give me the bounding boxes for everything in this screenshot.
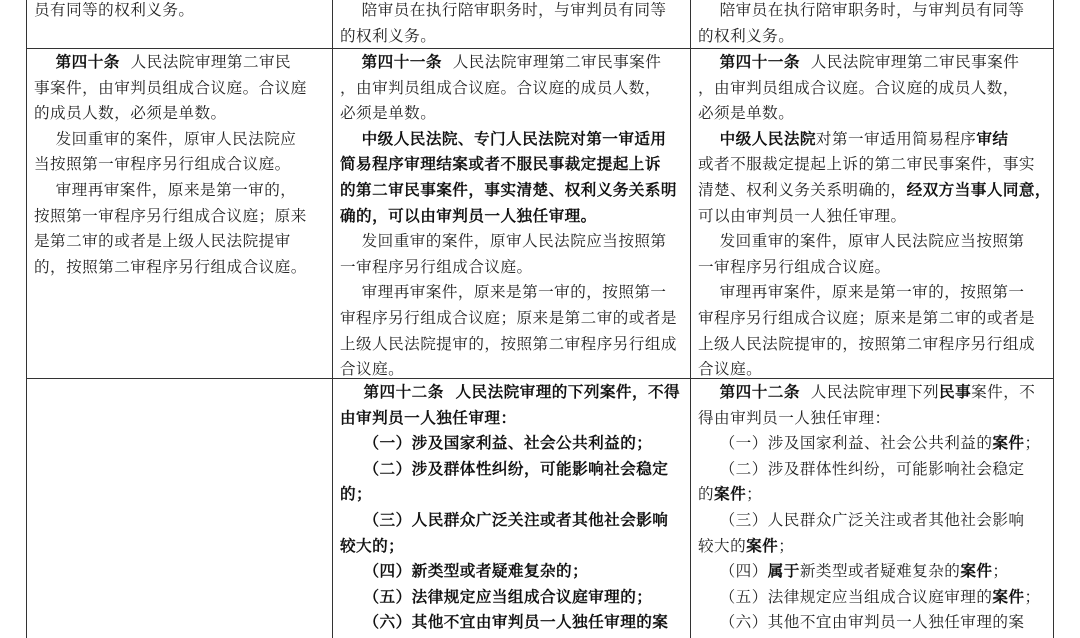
text-run: ； <box>746 485 763 504</box>
text-run: 的权利义务。 <box>698 26 795 45</box>
text-line <box>34 204 330 230</box>
text-line <box>340 152 688 178</box>
cell-row2-col2 <box>340 50 688 383</box>
text-line <box>340 127 688 153</box>
text-run: （五）法律规定应当组成合议庭审理的 <box>698 587 993 606</box>
text-run: 清楚、权利义务关系明确的， <box>698 180 907 199</box>
text-run: ，由审判员组成合议庭。合议庭的成员人数， <box>698 78 1019 97</box>
cell-row3-col2 <box>340 380 688 636</box>
text-run: 对第一审适用简易程序 <box>815 129 977 148</box>
bold-text-run: 第四十二条 <box>719 383 800 401</box>
text-line <box>34 229 330 255</box>
bold-text-run: 确的，可以由审判员一人独任审理。 <box>340 206 597 225</box>
cell-row1-col1 <box>34 0 330 24</box>
bold-text-run: 中级人民法院、专门人民法院对第一审适用 <box>361 129 667 148</box>
text-run: 的成员人数，必须是单数。 <box>34 104 227 123</box>
text-run: 发回重审的案件，原审人民法院应 <box>34 129 297 148</box>
text-run: （六）其他不宜由审判员一人独任审理的案 <box>698 613 1025 632</box>
text-line <box>698 585 1050 611</box>
bold-text-run: 中级人民法院 <box>719 129 816 148</box>
text-run: 的 <box>698 485 715 504</box>
text-line <box>34 0 330 24</box>
text-run: 上级人民法院提审的，按照第二审程序另行组成 <box>698 334 1035 353</box>
cell-row1-col3 <box>698 0 1050 49</box>
text-line <box>698 508 1050 534</box>
text-line <box>340 76 688 102</box>
cell-row2-col3 <box>698 50 1050 383</box>
bold-text-run: 第四十二条 人民法院审理的下列案件，不得 <box>340 383 681 401</box>
bold-text-run: 属于 <box>767 562 800 581</box>
text-line <box>340 50 688 76</box>
bold-text-run: 审结 <box>976 129 1009 148</box>
text-line <box>698 76 1050 102</box>
cell-row3-col3 <box>698 380 1050 636</box>
text-line <box>698 24 1050 50</box>
text-run: 是第二审的或者是上级人民法院提审 <box>34 232 291 251</box>
text-line <box>34 101 330 127</box>
text-line <box>340 559 688 585</box>
text-line <box>340 534 688 560</box>
text-line <box>340 204 688 230</box>
text-line <box>340 585 688 611</box>
bold-text-run: 案件 <box>746 536 779 555</box>
text-run: 人民法院审理第二审民事案件 <box>441 53 662 71</box>
text-run: 审理再审案件，原来是第一审的，按照第一 <box>340 283 667 302</box>
text-line <box>698 178 1050 204</box>
text-run: 审理再审案件，原来是第一审的，按照第一 <box>698 283 1025 302</box>
text-run: 员有同等的权利义务。 <box>34 1 195 19</box>
text-run <box>698 383 720 401</box>
text-run: 事案件，由审判员组成合议庭。合议庭 <box>34 78 307 97</box>
text-run: 陪审员在执行陪审职务时，与审判员有同等 <box>698 1 1025 19</box>
text-line <box>34 76 330 102</box>
text-run: 人民法院审理下列 <box>799 383 940 401</box>
text-run: 的权利义务。 <box>340 26 437 45</box>
text-line <box>340 280 688 306</box>
bold-text-run: 的； <box>340 485 373 504</box>
text-run: 人民法院审理第二审民事案件 <box>799 53 1020 71</box>
text-run: （四） <box>698 562 768 581</box>
text-run: 一审程序另行组成合议庭。 <box>340 257 533 276</box>
text-run <box>698 130 720 148</box>
text-run: 发回重审的案件，原审人民法院应当按照第 <box>340 232 667 251</box>
text-line <box>698 152 1050 178</box>
text-run: 新类型或者疑难复杂的 <box>799 562 961 581</box>
column-divider-1 <box>332 0 333 638</box>
bold-text-run: （六）其他不宜由审判员一人独任审理的案 <box>340 613 669 632</box>
comparison-table <box>26 0 1054 638</box>
text-line <box>698 380 1050 406</box>
text-run: 一审程序另行组成合议庭。 <box>698 257 891 276</box>
text-run: （三）人民群众广泛关注或者其他社会影响 <box>698 510 1025 529</box>
text-line <box>698 204 1050 230</box>
text-line <box>340 229 688 255</box>
text-line <box>340 101 688 127</box>
text-run: ，由审判员组成合议庭。合议庭的成员人数， <box>340 78 661 97</box>
text-line <box>698 255 1050 281</box>
text-line <box>698 127 1050 153</box>
text-run: 较大的 <box>698 536 747 555</box>
text-run <box>340 53 362 71</box>
text-line <box>340 431 688 457</box>
bold-text-run: 的第二审民事案件，事实清楚、权利义务关系明 <box>340 180 677 199</box>
text-line <box>698 50 1050 76</box>
text-run: 按照第一审程序另行组成合议庭；原来 <box>34 206 307 225</box>
bold-text-run: 由审判员一人独任审理： <box>340 408 517 427</box>
bold-text-run: （三）人民群众广泛关注或者其他社会影响 <box>340 510 669 529</box>
text-line <box>340 0 688 24</box>
text-run: 发回重审的案件，原审人民法院应当按照第 <box>698 232 1025 251</box>
text-run <box>698 53 720 71</box>
bold-text-run: （二）涉及群体性纠纷，可能影响社会稳定 <box>340 459 669 478</box>
text-line <box>34 152 330 178</box>
text-line <box>340 406 688 432</box>
text-run: （一）涉及国家利益、社会公共利益的 <box>698 434 993 453</box>
text-line <box>698 482 1050 508</box>
text-run: 上级人民法院提审的，按照第二审程序另行组成 <box>340 334 677 353</box>
text-line <box>340 306 688 332</box>
text-run: 审程序另行组成合议庭；原来是第二审的或者是 <box>698 308 1035 327</box>
text-line <box>698 457 1050 483</box>
text-line <box>34 50 330 76</box>
bold-text-run: （四）新类型或者疑难复杂的； <box>340 562 589 581</box>
text-line <box>698 559 1050 585</box>
text-line <box>698 431 1050 457</box>
text-run <box>340 130 362 148</box>
table-border-right <box>1053 0 1054 638</box>
text-run: 案件，不 <box>971 383 1036 401</box>
cell-row2-col1 <box>34 50 330 280</box>
text-run: 或者不服裁定提起上诉的第二审民事案件，事实 <box>698 155 1035 174</box>
text-run: 审程序另行组成合议庭；原来是第二审的或者是 <box>340 308 677 327</box>
text-line <box>340 332 688 358</box>
bold-text-run: 案件 <box>992 587 1025 606</box>
text-line <box>698 610 1050 636</box>
text-line <box>698 229 1050 255</box>
text-run: 的，按照第二审程序另行组成合议庭。 <box>34 257 307 276</box>
text-run: 人民法院审理第二审民 <box>119 53 292 71</box>
text-run: 必须是单数。 <box>698 104 795 123</box>
text-line <box>34 178 330 204</box>
text-line <box>34 255 330 281</box>
text-line <box>340 24 688 50</box>
text-line <box>34 127 330 153</box>
text-line <box>698 280 1050 306</box>
text-run: （二）涉及群体性纠纷，可能影响社会稳定 <box>698 459 1025 478</box>
column-divider-2 <box>690 0 691 638</box>
text-line <box>340 610 688 636</box>
text-line <box>340 508 688 534</box>
text-run: 得由审判员一人独任审理： <box>698 408 891 427</box>
text-run: 审理再审案件，原来是第一审的， <box>34 180 297 199</box>
bold-text-run: 案件 <box>714 485 747 504</box>
text-run <box>34 53 56 71</box>
text-run: ； <box>1024 434 1041 453</box>
text-line <box>698 406 1050 432</box>
bold-text-run: （五）法律规定应当组成合议庭审理的； <box>340 587 653 606</box>
bold-text-run: 较大的； <box>340 536 405 555</box>
text-run: ； <box>1024 587 1041 606</box>
text-line <box>340 482 688 508</box>
bold-text-run: 简易程序审理结案或者不服民事裁定提起上诉 <box>340 155 661 174</box>
text-run: 陪审员在执行陪审职务时，与审判员有同等 <box>340 1 667 19</box>
bold-text-run: 经双方当事人同意， <box>906 180 1051 199</box>
text-line <box>698 357 1050 383</box>
text-run: 可以由审判员一人独任审理。 <box>698 206 907 225</box>
text-line <box>340 357 688 383</box>
table-border-left <box>26 0 27 638</box>
text-line <box>340 178 688 204</box>
text-line <box>698 534 1050 560</box>
bold-text-run: 案件 <box>992 434 1025 453</box>
text-line <box>340 457 688 483</box>
text-run: ； <box>778 536 795 555</box>
text-run: 必须是单数。 <box>340 104 437 123</box>
text-run: ； <box>992 562 1009 581</box>
text-line <box>698 0 1050 24</box>
text-line <box>340 255 688 281</box>
bold-text-run: （一）涉及国家利益、社会公共利益的； <box>340 434 653 453</box>
cell-row1-col2 <box>340 0 688 49</box>
text-run: 合议庭。 <box>340 360 405 379</box>
text-line <box>698 306 1050 332</box>
bold-text-run: 第四十一条 <box>361 53 442 71</box>
bold-text-run: 第四十条 <box>55 53 120 71</box>
text-run: 合议庭。 <box>698 360 763 379</box>
text-line <box>698 332 1050 358</box>
text-run: 当按照第一审程序另行组成合议庭。 <box>34 155 291 174</box>
bold-text-run: 第四十一条 <box>719 53 800 71</box>
bold-text-run: 案件 <box>960 562 993 581</box>
text-line <box>340 380 688 406</box>
bold-text-run: 民事 <box>939 383 972 401</box>
text-line <box>698 101 1050 127</box>
